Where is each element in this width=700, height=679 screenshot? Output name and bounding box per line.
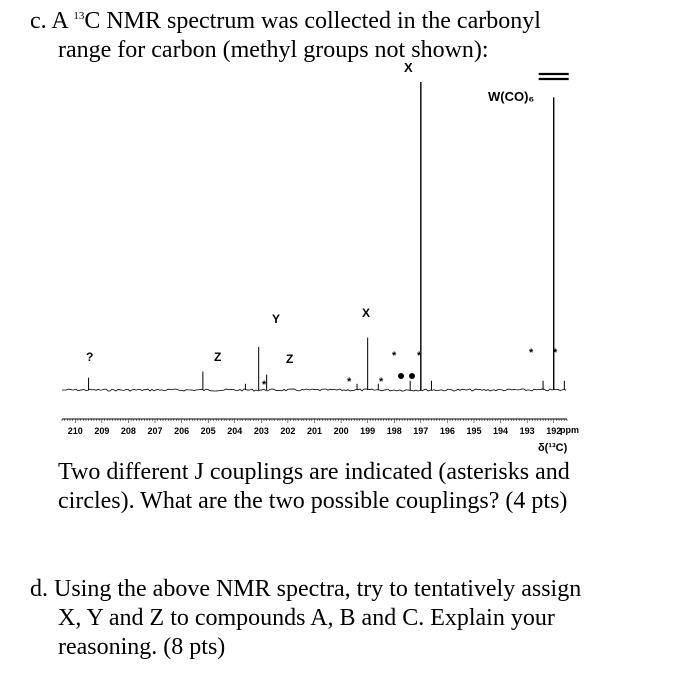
asterisk-1: * <box>262 379 267 391</box>
tick-label-193: 193 <box>519 426 535 436</box>
peak-label-question: ? <box>86 350 94 364</box>
peak-label-z-2: Z <box>286 352 294 366</box>
axis-label: δ(¹³C) <box>538 442 568 454</box>
tick-label-208: 208 <box>120 426 136 436</box>
tick-label-210: 210 <box>67 426 83 436</box>
asterisk-3: * <box>379 376 384 388</box>
tick-label-192: 192 <box>546 426 562 436</box>
axis-unit: ppm <box>560 425 579 435</box>
isotope-superscript: 13 <box>73 10 85 22</box>
peak-label-z-1: Z <box>214 350 222 364</box>
question-c-line3: Two different J couplings are indicated (asterisks and <box>58 459 570 485</box>
spectrum-baseline <box>62 389 566 391</box>
question-d-line1: d. Using the above NMR spectra, try to tentatively assign <box>30 576 582 602</box>
tick-label-196: 196 <box>439 426 455 436</box>
spectrum-traces <box>62 74 569 423</box>
peak-label-x-small: X <box>362 306 371 320</box>
asterisk-2: * <box>347 376 352 388</box>
question-c-continued <box>30 458 570 516</box>
peak-label-x-top: X <box>404 60 413 75</box>
coupling-circle-1 <box>398 373 404 379</box>
peak-label-wco6: W(CO)₆ <box>488 89 535 104</box>
tick-label-197: 197 <box>413 426 429 436</box>
axis-tick-labels <box>68 426 561 436</box>
peak-label-y: Y <box>272 312 281 326</box>
coupling-circle-2 <box>409 373 415 379</box>
asterisk-7: * <box>553 347 558 359</box>
tick-label-199: 199 <box>360 426 376 436</box>
tick-label-209: 209 <box>94 426 110 436</box>
question-c-line4: circles). What are the two possible couplings? (4 pts) <box>58 488 568 514</box>
question-c-line2: range for carbon (methyl groups not shown): <box>58 37 489 63</box>
tick-label-203: 203 <box>253 426 269 436</box>
question-c-line1: c. A $^{13}$C NMR spectrum was collected in the carbonyl <box>30 8 541 34</box>
tick-label-194: 194 <box>493 426 509 436</box>
tick-label-195: 195 <box>466 426 482 436</box>
question-d-line3: reasoning. (8 pts) <box>58 634 226 660</box>
question-d-line2: X, Y and Z to compounds A, B and C. Explain your <box>58 605 555 631</box>
tick-label-200: 200 <box>333 426 349 436</box>
tick-label-198: 198 <box>386 426 402 436</box>
tick-label-207: 207 <box>147 426 163 436</box>
asterisk-5: * <box>417 350 422 362</box>
tick-label-206: 206 <box>174 426 190 436</box>
tick-label-202: 202 <box>280 426 296 436</box>
tick-label-201: 201 <box>306 426 323 436</box>
tick-label-204: 204 <box>227 426 243 436</box>
tick-label-205: 205 <box>200 426 216 436</box>
question-d <box>30 575 581 662</box>
asterisk-6: * <box>529 347 534 359</box>
asterisk-4: * <box>392 350 397 362</box>
